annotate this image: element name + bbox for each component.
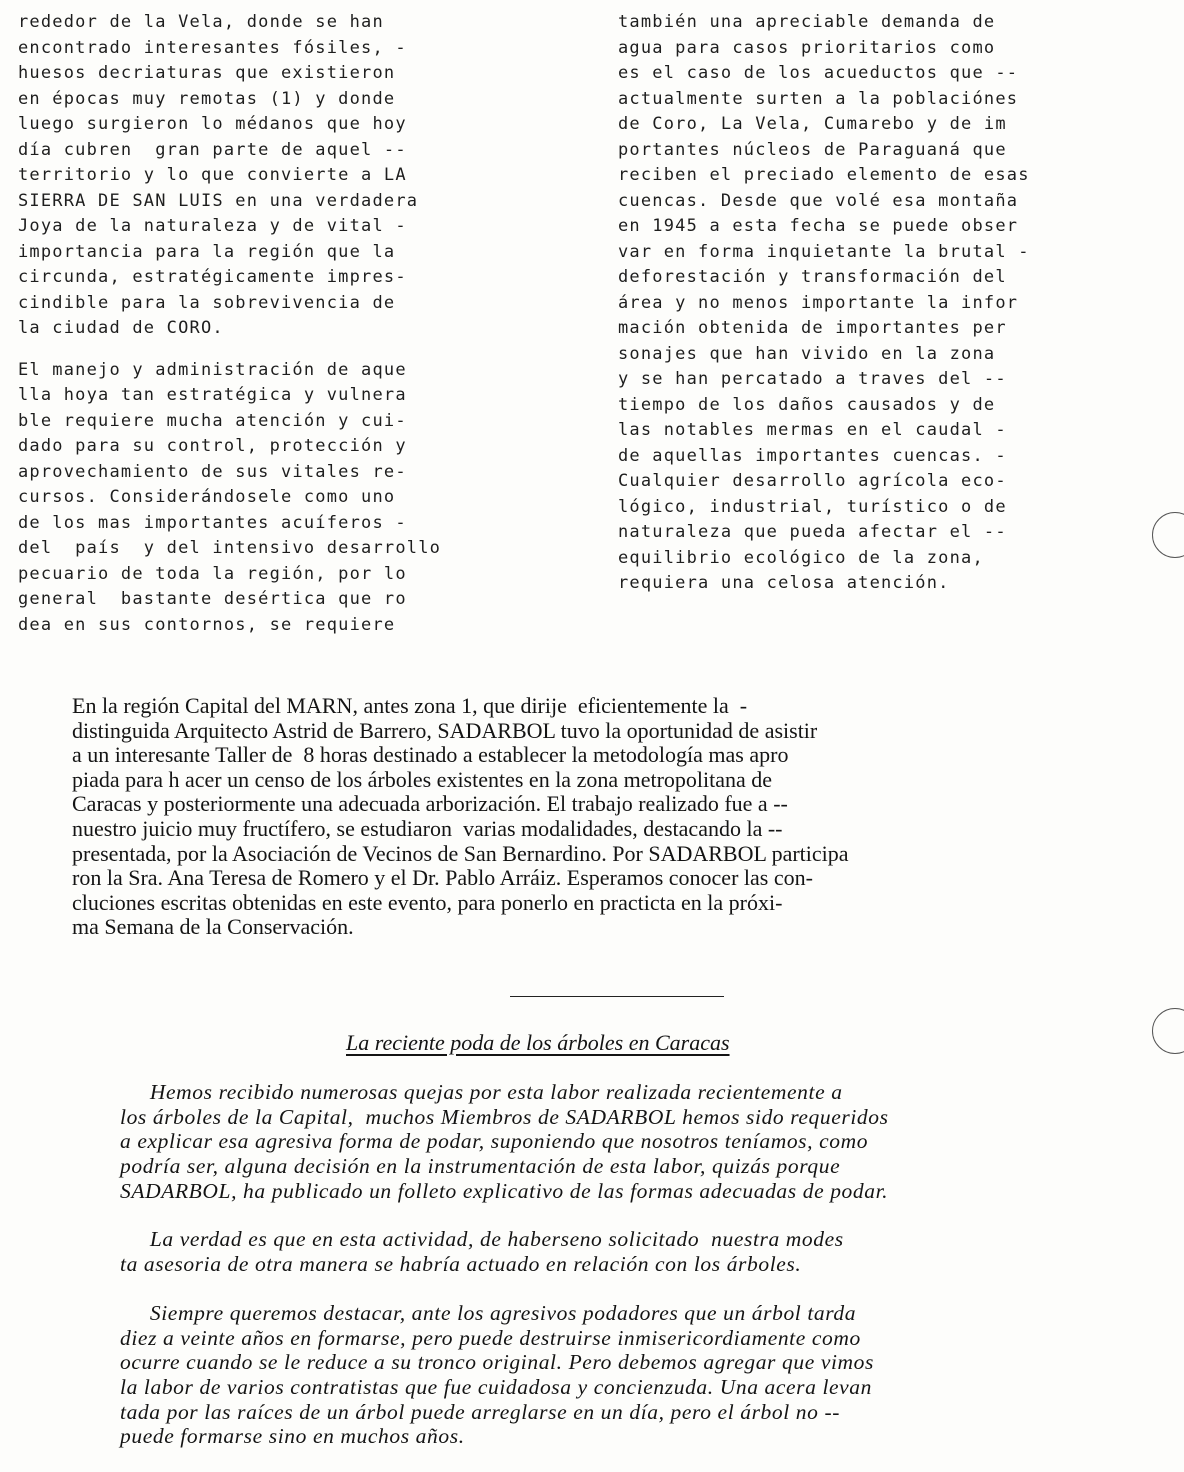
text-line: ron la Sra. Ana Teresa de Romero y el Dr. Pablo Arráiz. Esperamos conocer las con-: [72, 865, 813, 891]
text-line: lógico, industrial, turístico o de: [618, 496, 1007, 517]
paragraph-gap: [120, 1203, 1140, 1227]
text-line: tiempo de los daños causados y de: [618, 394, 996, 415]
text-line: aprovechamiento de sus vitales re-: [18, 461, 407, 482]
text-line: var en forma inquietante la brutal -: [618, 241, 1030, 262]
text-line: de aquellas importantes cuencas. -: [618, 445, 1007, 466]
paragraph-gap: [120, 1277, 1140, 1301]
text-line: piada para h acer un censo de los árboles existentes en la zona metropolitana de: [72, 766, 773, 792]
text-line: y se han percatado a traves del --: [618, 369, 1007, 389]
text-line: dado para su control, protección y: [18, 436, 407, 456]
poda-article: [120, 1080, 1140, 1449]
left-column: [18, 10, 578, 638]
text-line: podría ser, alguna decisión en la instrumentación de esta labor, quizás porque: [120, 1154, 841, 1179]
text-line: también una apreciable demanda de: [618, 12, 996, 32]
text-line: En la región Capital del MARN, antes zona 1, que dirije eficientemente la -: [72, 693, 748, 718]
text-line: tada por las raíces de un árbol puede arreglarse en un día, pero el árbol no --: [120, 1399, 840, 1424]
text-line: sonajes que han vivido en la zona: [618, 343, 996, 364]
poda-paragraph-1: [120, 1080, 1140, 1203]
text-line: general bastante desértica que ro: [18, 589, 407, 609]
text-line: equilibrio ecológico de la zona,: [618, 547, 984, 568]
text-line: Hemos recibido numerosas quejas por esta labor realizada recientemente a: [120, 1080, 843, 1104]
text-line: presentada, por la Asociación de Vecinos de San Bernardino. Por SADARBOL participa: [72, 840, 849, 866]
text-line: en 1945 a esta fecha se puede obser: [618, 216, 1019, 236]
text-line: agua para casos prioritarios como: [618, 37, 996, 58]
text-line: diez a veinte años en formarse, pero puede destruirse inmisericordiamente como: [120, 1325, 861, 1350]
text-line: de los mas importantes acuíferos -: [18, 512, 407, 533]
text-line: territorio y lo que convierte a LA: [18, 165, 407, 185]
poda-paragraph-2: [120, 1227, 1140, 1276]
text-line: ble requiere mucha atención y cui-: [18, 410, 407, 431]
text-line: día cubren gran parte de aquel --: [18, 139, 407, 160]
text-line: nuestro juicio muy fructífero, se estudiaron varias modalidades, destacando la --: [72, 815, 783, 841]
text-line: mación obtenida de importantes per: [618, 318, 1007, 338]
text-line: ma Semana de la Conservación.: [72, 914, 354, 940]
marn-workshop-paragraph: [72, 694, 1132, 940]
text-line: Joya de la naturaleza y de vital -: [18, 216, 407, 236]
text-line: lla hoya tan estratégica y vulnera: [18, 385, 407, 405]
right-column: [618, 10, 1178, 597]
text-line: Cualquier desarrollo agrícola eco-: [618, 471, 1007, 491]
text-line: Siempre queremos destacar, ante los agresivos podadores que un árbol tarda: [120, 1300, 857, 1325]
text-line: huesos decriaturas que existieron: [18, 63, 396, 83]
text-line: rededor de la Vela, donde se han: [18, 12, 384, 32]
text-line: la ciudad de CORO.: [18, 318, 224, 338]
text-line: a explicar esa agresiva forma de podar, suponiendo que nosotros teníamos, como: [120, 1129, 869, 1154]
text-line: distinguida Arquitecto Astrid de Barrero, SADARBOL tuvo la oportunidad de asistir: [72, 717, 818, 743]
text-line: ta asesoria de otra manera se habría actuado en relación con los árboles.: [120, 1252, 802, 1277]
text-line: del país y del intensivo desarrollo: [18, 538, 442, 558]
text-line: naturaleza que pueda afectar el --: [618, 522, 1007, 542]
text-line: reciben el preciado elemento de esas: [618, 165, 1030, 185]
text-line: dea en sus contornos, se requiere: [18, 614, 396, 635]
text-line: deforestación y transformación del: [618, 267, 1007, 287]
paragraph-gap: [18, 342, 578, 358]
poda-paragraph-3: [120, 1301, 1140, 1449]
text-line: importancia para la región que la: [18, 241, 396, 262]
text-line: luego surgieron lo médanos que hoy: [18, 114, 407, 134]
text-line: SADARBOL, ha publicado un folleto explicativo de las formas adecuadas de podar.: [120, 1178, 889, 1203]
text-line: El manejo y administración de aque: [18, 359, 407, 380]
section-heading: La reciente poda de los árboles en Caracas: [346, 1030, 730, 1055]
text-line: La verdad es que en esta actividad, de haberseno solicitado nuestra modes: [120, 1227, 844, 1252]
text-line: de Coro, La Vela, Cumarebo y de im: [618, 114, 1007, 134]
text-line: cuencas. Desde que volé esa montaña: [618, 190, 1019, 211]
text-line: requiera una celosa atención.: [618, 573, 950, 593]
text-line: a un interesante Taller de 8 horas destinado a establecer la metodología mas apro: [72, 742, 789, 768]
text-line: Caracas y posteriormente una adecuada arborización. El trabajo realizado fue a --: [72, 791, 788, 817]
text-line: las notables mermas en el caudal -: [618, 420, 1007, 440]
text-line: ocurre cuando se le reduce a su tronco original. Pero debemos agregar que vimos: [120, 1350, 874, 1375]
text-line: portantes núcleos de Paraguaná que: [618, 139, 1007, 160]
text-line: circunda, estratégicamente impres-: [18, 267, 407, 287]
text-line: cluciones escritas obtenidas en este evento, para ponerlo en practicta en la próxi-: [72, 889, 783, 915]
text-line: es el caso de los acueductos que --: [618, 63, 1019, 83]
text-line: la labor de varios contratistas que fue cuidadosa y concienzuda. Una acera levan: [120, 1374, 873, 1399]
text-line: área y no menos importante la infor: [618, 292, 1019, 313]
text-line: en épocas muy remotas (1) y donde: [18, 88, 396, 109]
manejo-paragraph: [18, 358, 578, 639]
punch-hole: [1152, 1008, 1184, 1054]
text-line: encontrado interesantes fósiles, -: [18, 37, 407, 58]
text-line: puede formarse sino en muchos años.: [120, 1424, 465, 1449]
text-line: cursos. Considerándosele como uno: [18, 487, 396, 507]
section-divider: [510, 996, 724, 997]
sierra-paragraph: [18, 10, 578, 342]
text-line: actualmente surten a la poblaciónes: [618, 88, 1019, 109]
text-line: SIERRA DE SAN LUIS en una verdadera: [18, 190, 419, 211]
text-line: los árboles de la Capital, muchos Miembros de SADARBOL hemos sido requeridos: [120, 1104, 889, 1129]
text-line: cindible para la sobrevivencia de: [18, 292, 396, 313]
text-line: pecuario de toda la región, por lo: [18, 563, 407, 584]
